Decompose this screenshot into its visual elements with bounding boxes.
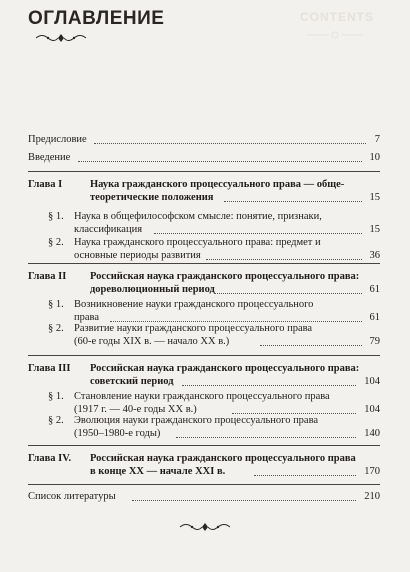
toc-page-number: 210 — [364, 491, 380, 502]
toc-page-number: 79 — [369, 336, 380, 347]
toc-chapter-3[interactable] — [28, 362, 380, 390]
chapter-title-line-2: советский период — [90, 376, 174, 387]
chapter-label: Глава I — [28, 179, 63, 190]
chapter-title-line-1: Российская наука гражданского процессуального права — [90, 453, 356, 464]
section-title-line-1: Наука гражданского процессуального права: предмет и — [74, 237, 321, 248]
section-title-line-1: Развитие науки гражданского процессуального права — [74, 323, 313, 334]
chapter-title-line-2: теоретические положения — [90, 192, 214, 203]
toc-page-number: 61 — [369, 284, 380, 295]
chapter-label: Глава III — [28, 363, 71, 374]
section-title-line-2: (1917 г. — 40-е годы XX в.) — [74, 404, 197, 415]
bleed-through-title: CONTENTS — [300, 10, 374, 24]
dot-leader — [94, 143, 366, 144]
toc-entry-label: Предисловие — [28, 134, 87, 145]
divider — [28, 445, 380, 446]
dot-leader — [260, 345, 362, 346]
section-title-line-1: Возникновение науки гражданского процессуального — [74, 299, 314, 310]
section-number: § 1. — [48, 211, 64, 222]
toc-page-number: 15 — [369, 192, 380, 203]
toc-section-1-2[interactable] — [28, 236, 380, 264]
dot-leader — [154, 233, 362, 234]
chapter-title-line-1: Наука гражданского процессуального права — обще- — [90, 179, 345, 190]
toc-page-number: 140 — [364, 428, 380, 439]
dot-leader — [182, 385, 356, 386]
section-title-line-2: основные периоды развития — [74, 250, 201, 261]
toc-entry-bibliography[interactable] — [28, 490, 380, 504]
chapter-title-line-2: дореволюционный период — [90, 284, 215, 295]
divider — [28, 263, 380, 264]
toc-section-3-2[interactable] — [28, 414, 380, 442]
toc-entry-label: Введение — [28, 152, 71, 163]
section-number: § 2. — [48, 415, 64, 426]
toc-page-number: 104 — [364, 376, 380, 387]
toc-entry-preface[interactable] — [28, 133, 380, 147]
dot-leader — [176, 437, 356, 438]
toc-page-number: 61 — [369, 312, 380, 323]
toc-section-2-2[interactable] — [28, 322, 380, 350]
page-title: ОГЛАВЛЕНИЕ — [28, 8, 165, 29]
dot-leader — [254, 475, 356, 476]
section-title-line-2: (60-е годы XIX в. — начало XX в.) — [74, 336, 230, 347]
chapter-title-line-1: Российская наука гражданского процессуального права: — [90, 363, 360, 374]
toc-section-1-1[interactable] — [28, 210, 380, 238]
toc-page-number: 104 — [364, 404, 380, 415]
toc-page-number: 15 — [369, 224, 380, 235]
chapter-label: Глава II — [28, 271, 67, 282]
ornament-divider-icon — [178, 521, 232, 533]
toc-entry-label: Список литературы — [28, 491, 116, 502]
section-number: § 2. — [48, 237, 64, 248]
toc-chapter-1[interactable] — [28, 178, 380, 206]
toc-chapter-4[interactable] — [28, 452, 380, 480]
section-number: § 2. — [48, 323, 64, 334]
toc-page-number: 170 — [364, 466, 380, 477]
dot-leader — [132, 500, 356, 501]
toc-page-number: 7 — [374, 134, 380, 145]
chapter-title-line-2: в конце XX — начале XXI в. — [90, 466, 226, 477]
dot-leader — [78, 161, 362, 162]
toc-page-number: 36 — [369, 250, 380, 261]
section-title-line-1: Эволюция науки гражданского процессуального права — [74, 415, 319, 426]
chapter-label: Глава IV. — [28, 453, 72, 464]
section-title-line-2: классификация — [74, 224, 143, 235]
divider — [28, 355, 380, 356]
section-number: § 1. — [48, 299, 64, 310]
ornament-divider-icon — [34, 32, 88, 44]
section-number: § 1. — [48, 391, 64, 402]
toc-chapter-2[interactable] — [28, 270, 380, 298]
divider — [28, 484, 380, 485]
toc-page-number: 10 — [369, 152, 380, 163]
section-title-line-1: Становление науки гражданского процессуального права — [74, 391, 330, 402]
section-title-line-1: Наука в общефилософском смысле: понятие, признаки, — [74, 211, 322, 222]
bleed-through-ornament-icon — [305, 30, 365, 40]
dot-leader — [206, 259, 362, 260]
section-title-line-2: права — [74, 312, 100, 323]
dot-leader — [214, 293, 362, 294]
section-title-line-2: (1950–1980-е годы) — [74, 428, 161, 439]
chapter-title-line-1: Российская наука гражданского процессуального права: — [90, 271, 360, 282]
toc-entry-introduction[interactable] — [28, 151, 380, 165]
dot-leader — [224, 201, 362, 202]
divider — [28, 171, 380, 172]
